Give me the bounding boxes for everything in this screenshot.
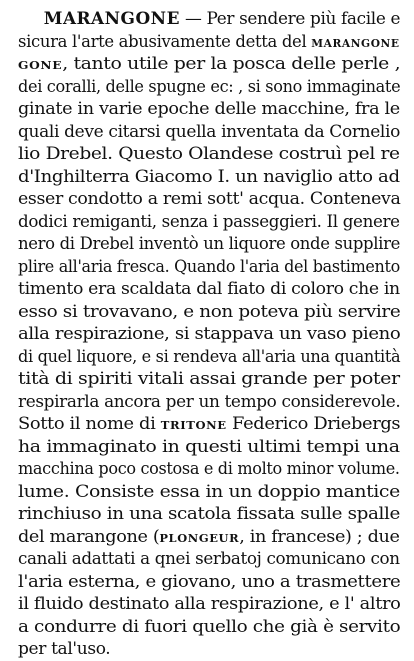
text-line bbox=[18, 31, 400, 54]
text-line bbox=[18, 256, 400, 279]
text-line bbox=[18, 391, 400, 414]
text-line bbox=[18, 278, 400, 301]
text-line bbox=[18, 413, 400, 436]
text-line bbox=[18, 593, 400, 616]
text-line bbox=[18, 211, 400, 234]
text-line bbox=[18, 346, 400, 369]
small-caps-term: tritone bbox=[160, 415, 227, 433]
text-line bbox=[18, 121, 400, 144]
headword: MARANGONE bbox=[43, 9, 180, 29]
line-text-tail: Federico Driebergs bbox=[226, 414, 401, 434]
text-line bbox=[18, 481, 400, 504]
line-text: tità di spiriti vitali assai grande per poter bbox=[18, 369, 400, 389]
text-line bbox=[18, 548, 400, 571]
text-line bbox=[18, 323, 400, 346]
line-text: a condurre di fuori quello che già è servito bbox=[18, 616, 401, 637]
line-text: Sotto il nome di bbox=[18, 414, 161, 434]
line-text: macchina poco costosa e di molto minor volume. bbox=[18, 459, 400, 479]
text-line bbox=[18, 616, 400, 639]
line-text: ha immaginato in questi ultimi tempi una bbox=[18, 436, 400, 457]
line-text: rinchiuso in una scatola fissata sulle spalle bbox=[18, 504, 401, 524]
line-text: lio Drebel. Questo Olandese costruì pel re bbox=[18, 144, 400, 164]
line-text: d'Inghilterra Giacomo I. un naviglio atto ad bbox=[18, 166, 400, 187]
text-line bbox=[18, 503, 400, 526]
text-line bbox=[18, 188, 400, 211]
article-paragraph bbox=[18, 8, 400, 661]
line-text: alla respirazione, si stappava un vaso pieno bbox=[18, 324, 401, 344]
text-line bbox=[18, 166, 400, 189]
line-text: lume. Consiste essa in un doppio mantice bbox=[18, 481, 400, 502]
line-text: del marangone ( bbox=[18, 526, 160, 547]
line-text: ginate in varie epoche delle macchine, fra le bbox=[18, 99, 400, 119]
small-caps-term: marangone bbox=[311, 32, 400, 51]
line-text: respirarla ancora per un tempo considerevole. bbox=[18, 391, 401, 412]
line-text: dei coralli, delle spugne ec: , si sono immaginate bbox=[18, 76, 401, 97]
text-line bbox=[18, 436, 400, 459]
line-text: nero di Drebel inventò un liquore onde supplire bbox=[18, 234, 400, 254]
text-line bbox=[18, 8, 414, 31]
line-text: esso si trovavano, e non poteva più servire bbox=[18, 301, 401, 322]
text-line bbox=[18, 98, 400, 121]
text-line bbox=[18, 571, 400, 594]
text-line bbox=[18, 143, 400, 166]
line-text: per tal'uso. bbox=[18, 639, 111, 659]
line-text: quali deve citarsi quella inventata da Cornelio bbox=[18, 121, 400, 142]
text-line bbox=[18, 368, 400, 391]
line-text: dodici remiganti, senza i passeggieri. Il genere bbox=[18, 211, 400, 232]
line-text: canali adattati a qnei serbatoj comunicano con bbox=[18, 549, 400, 569]
small-caps-term: plongeur bbox=[159, 527, 240, 546]
text-line bbox=[18, 301, 400, 324]
line-text: il fluido destinato alla respirazione, e l' altro bbox=[18, 594, 401, 614]
line-text: di quel liquore, e si rendeva all'aria una quantità bbox=[18, 346, 401, 367]
line-text: esser condotto a remi sott' acqua. Conteneva bbox=[18, 189, 401, 209]
line-text: — Per sendere più facile e bbox=[179, 9, 401, 29]
text-line bbox=[18, 638, 110, 661]
line-text-tail: , in francese) ; due bbox=[239, 526, 400, 547]
line-text: , tanto utile per la posca delle perle , bbox=[62, 54, 401, 74]
text-line bbox=[18, 526, 400, 549]
text-line bbox=[18, 53, 400, 76]
line-text: l'aria esterna, e giovano, uno a trasmettere bbox=[18, 571, 401, 592]
line-text: sicura l'arte abusivamente detta del bbox=[18, 31, 312, 52]
line-text: plire all'aria fresca. Quando l'aria del bastimento bbox=[18, 256, 400, 277]
small-caps-term: gone bbox=[18, 55, 63, 73]
line-text: timento era scaldata dal fiato di coloro che in bbox=[18, 279, 400, 299]
text-line bbox=[18, 233, 400, 256]
text-line bbox=[18, 458, 400, 481]
text-line bbox=[18, 76, 400, 99]
